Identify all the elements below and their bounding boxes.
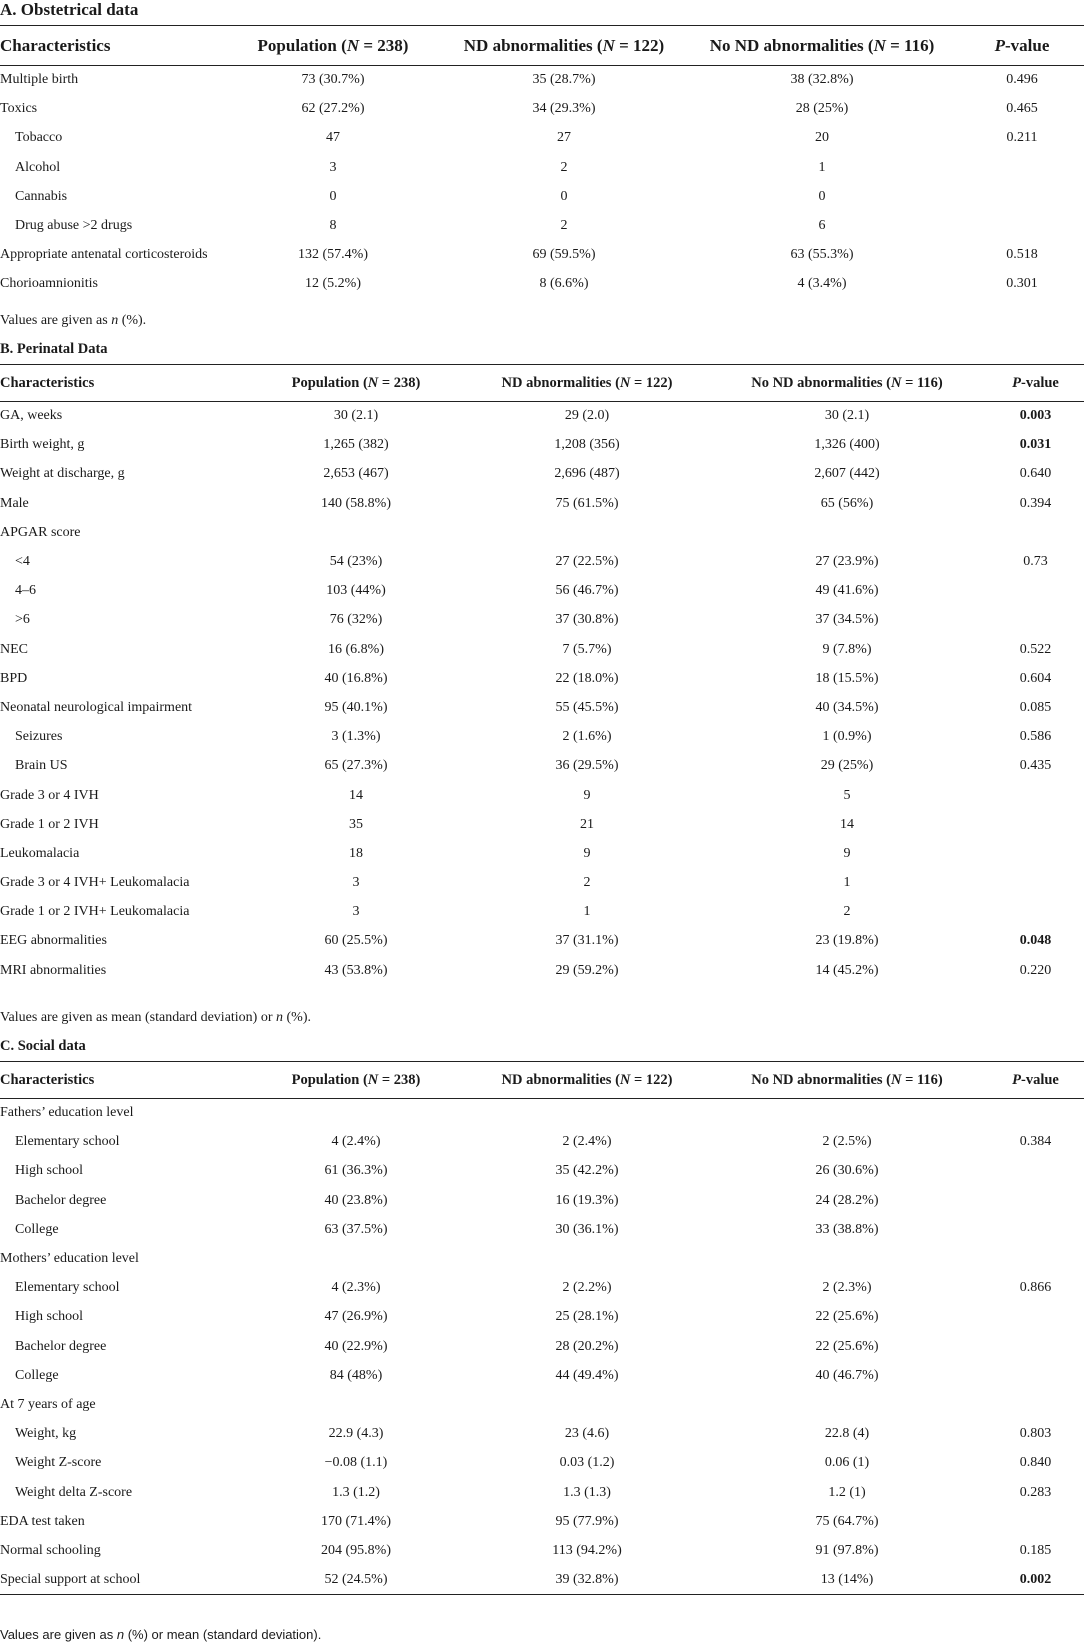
row-label: Seizures [15,729,63,745]
population-value: 132 (57.4%) [298,247,368,263]
table-row [0,431,1084,460]
row-label: Neonatal neurological impairment [0,699,193,715]
population-value [245,1244,467,1273]
header-no-nd-abnormalities: No ND abnormalities (N = 116) [684,26,960,66]
p-value: 0.586 [1019,729,1052,745]
table-header-row [0,365,1084,402]
population-value: 40 (16.8%) [324,670,388,686]
p-value: 0.185 [1019,1542,1052,1558]
no-nd-abnormalities-value: 2,607 (442) [814,466,880,482]
population-value: 30 (2.1) [333,408,379,424]
row-label: Bachelor degree [15,1192,107,1208]
p-value: 0.031 [1019,437,1052,453]
no-nd-abnormalities-value [707,1244,987,1273]
nd-abnormalities-value: 30 (36.1%) [555,1221,619,1237]
table-row [0,124,1084,153]
p-value [987,1507,1084,1536]
no-nd-abnormalities-value: 27 (23.9%) [815,554,879,570]
row-label: Cannabis [15,188,68,204]
population-value: 3 [329,159,337,175]
section-c-footnote: Values are given as n (%) or mean (standard deviation). [0,1627,322,1642]
no-nd-abnormalities-value: 9 [843,845,851,861]
population-value: 54 (23%) [329,554,383,570]
table-row [0,1244,1084,1273]
p-value [987,606,1084,635]
table-row [0,241,1084,270]
no-nd-abnormalities-value: 2 [843,904,851,920]
row-label: APGAR score [0,524,81,540]
nd-abnormalities-value: 2 (1.6%) [562,729,612,745]
population-value: 40 (22.9%) [324,1338,388,1354]
p-value [987,1303,1084,1332]
p-value [960,153,1084,182]
no-nd-abnormalities-value [707,1099,987,1128]
table-row [0,577,1084,606]
no-nd-abnormalities-value: 20 [815,130,829,146]
p-value [987,898,1084,927]
table-row [0,270,1084,299]
table-row [0,956,1084,985]
nd-abnormalities-value: 0 [560,188,568,204]
no-nd-abnormalities-value: 9 (7.8%) [822,641,872,657]
no-nd-abnormalities-value: 18 (15.5%) [815,670,879,686]
no-nd-abnormalities-value: 1 [818,159,826,175]
row-label: EDA test taken [0,1513,85,1529]
nd-abnormalities-value [467,1244,707,1273]
table-row [0,66,1084,95]
nd-abnormalities-value: 2 [583,875,591,891]
table-row [0,810,1084,839]
population-value: 4 (2.4%) [331,1134,381,1150]
nd-abnormalities-value: 23 (4.6) [564,1426,610,1442]
no-nd-abnormalities-value: 2 (2.5%) [822,1134,872,1150]
table-row [0,460,1084,489]
population-value: 3 [352,904,360,920]
no-nd-abnormalities-value: 24 (28.2%) [815,1192,879,1208]
section-b-footnote: Values are given as mean (standard deviation) or n (%). [0,1010,312,1025]
nd-abnormalities-value: 21 [580,816,594,832]
no-nd-abnormalities-value: 91 (97.8%) [815,1542,879,1558]
row-label: At 7 years of age [0,1396,96,1412]
header-p-value: P-value [987,365,1084,402]
no-nd-abnormalities-value: 30 (2.1) [824,408,870,424]
no-nd-abnormalities-value: 75 (64.7%) [815,1513,879,1529]
obstetrical-data-table [0,25,1084,299]
no-nd-abnormalities-value: 63 (55.3%) [790,247,854,263]
no-nd-abnormalities-value: 22 (25.6%) [815,1309,879,1325]
nd-abnormalities-value: 28 (20.2%) [555,1338,619,1354]
row-label: Grade 1 or 2 IVH [0,816,99,832]
header-population: Population (N = 238) [245,1062,467,1099]
nd-abnormalities-value: 9 [583,787,591,803]
row-label: NEC [0,641,28,657]
table-row [0,781,1084,810]
no-nd-abnormalities-value: 23 (19.8%) [815,933,879,949]
no-nd-abnormalities-value: 1 [843,875,851,891]
no-nd-abnormalities-value: 38 (32.8%) [790,72,854,88]
row-label: Grade 3 or 4 IVH [0,787,99,803]
table-row [0,547,1084,576]
p-value [987,1157,1084,1186]
population-value: 3 (1.3%) [331,729,381,745]
table-header-row [0,1062,1084,1099]
p-value [987,1361,1084,1390]
no-nd-abnormalities-value: 1,326 (400) [814,437,880,453]
p-value: 0.002 [987,1566,1084,1595]
nd-abnormalities-value: 2 (2.4%) [562,1134,612,1150]
table-row [0,1274,1084,1303]
p-value [960,182,1084,211]
no-nd-abnormalities-value [707,1390,987,1419]
table-row [0,723,1084,752]
row-label: Multiple birth [0,72,79,88]
no-nd-abnormalities-value: 29 (25%) [820,758,874,774]
p-value: 0.73 [1023,554,1048,570]
row-label: Toxics [0,101,38,117]
p-value: 0.640 [1019,466,1052,482]
row-label: Bachelor degree [15,1338,107,1354]
nd-abnormalities-value: 95 (77.9%) [555,1513,619,1529]
no-nd-abnormalities-value: 0.06 (1) [824,1455,870,1471]
nd-abnormalities-value: 7 (5.7%) [562,641,612,657]
table-row [0,1186,1084,1215]
nd-abnormalities-value: 56 (46.7%) [555,583,619,599]
no-nd-abnormalities-value: 1 (0.9%) [822,729,872,745]
population-value: 22.9 (4.3) [328,1426,384,1442]
table-row [0,606,1084,635]
no-nd-abnormalities-value: 40 (46.7%) [815,1367,879,1383]
row-label: Weight, kg [15,1426,77,1442]
table-row [0,664,1084,693]
population-value: 61 (36.3%) [324,1163,388,1179]
no-nd-abnormalities-value: 65 (56%) [820,495,874,511]
p-value: 0.085 [1019,699,1052,715]
row-label: >6 [15,612,30,628]
row-label: Elementary school [15,1134,120,1150]
no-nd-abnormalities-value: 26 (30.6%) [815,1163,879,1179]
row-label: 4–6 [15,583,36,599]
header-p-value: P-value [960,26,1084,66]
population-value: 18 [349,845,363,861]
section-a-title: A. Obstetrical data [0,0,139,19]
p-value: 0.518 [1006,247,1038,263]
nd-abnormalities-value: 22 (18.0%) [555,670,619,686]
no-nd-abnormalities-value: 2 (2.3%) [822,1280,872,1296]
section-b-title: B. Perinatal Data [0,341,108,357]
row-label: Brain US [15,758,68,774]
row-label: Elementary school [15,1280,120,1296]
row-label: Normal schooling [0,1542,101,1558]
nd-abnormalities-value: 8 (6.6%) [539,276,589,292]
population-value: 73 (30.7%) [301,72,365,88]
population-value: 8 [329,218,337,234]
nd-abnormalities-value: 37 (31.1%) [555,933,619,949]
nd-abnormalities-value [467,1390,707,1419]
table-row [0,752,1084,781]
no-nd-abnormalities-value: 22.8 (4) [824,1426,870,1442]
table-row [0,1099,1084,1128]
table-row [0,211,1084,240]
no-nd-abnormalities-value: 49 (41.6%) [815,583,879,599]
row-label: EEG abnormalities [0,933,107,949]
header-population: Population (N = 238) [222,26,444,66]
population-value: 140 (58.8%) [321,495,391,511]
nd-abnormalities-value: 1,208 (356) [554,437,620,453]
population-value: 35 [349,816,363,832]
row-label: Appropriate antenatal corticosteroids [0,247,208,263]
header-no-nd-abnormalities: No ND abnormalities (N = 116) [707,1062,987,1099]
population-value: 47 (26.9%) [324,1309,388,1325]
population-value: 204 (95.8%) [321,1542,391,1558]
p-value [987,518,1084,547]
no-nd-abnormalities-value [707,518,987,547]
nd-abnormalities-value: 27 [557,130,571,146]
p-value [987,1215,1084,1244]
population-value: 14 [349,787,363,803]
p-value: 0.048 [1019,933,1052,949]
row-label: BPD [0,670,28,686]
p-value: 0.803 [1019,1426,1052,1442]
nd-abnormalities-value: 35 (42.2%) [555,1163,619,1179]
table-row [0,898,1084,927]
nd-abnormalities-value: 2 (2.2%) [562,1280,612,1296]
row-label: GA, weeks [0,408,63,424]
section-c-title: C. Social data [0,1038,86,1054]
nd-abnormalities-value: 37 (30.8%) [555,612,619,628]
nd-abnormalities-value: 9 [583,845,591,861]
p-value [987,577,1084,606]
nd-abnormalities-value: 113 (94.2%) [552,1542,622,1558]
population-value: 52 (24.5%) [245,1566,467,1595]
no-nd-abnormalities-value: 4 (3.4%) [797,276,847,292]
row-label: Leukomalacia [0,845,80,861]
population-value: 12 (5.2%) [305,276,361,292]
no-nd-abnormalities-value: 13 (14%) [707,1566,987,1595]
population-value: 43 (53.8%) [324,962,388,978]
p-value: 0.866 [1019,1280,1052,1296]
nd-abnormalities-value: 34 (29.3%) [532,101,596,117]
row-label: Fathers’ education level [0,1105,134,1121]
p-value: 0.283 [1019,1484,1052,1500]
no-nd-abnormalities-value: 1.2 (1) [828,1484,866,1500]
p-value: 0.465 [1006,101,1038,117]
p-value: 0.394 [1019,495,1052,511]
table-header-row [0,26,1084,66]
population-value: 0 [329,188,337,204]
table-row [0,869,1084,898]
row-label: Mothers’ education level [0,1251,139,1267]
p-value [960,211,1084,240]
p-value: 0.522 [1019,641,1052,657]
population-value: 170 (71.4%) [321,1513,391,1529]
population-value: 16 (6.8%) [328,641,384,657]
row-label: Weight Z-score [15,1455,102,1471]
population-value: 3 [352,875,360,891]
p-value: 0.220 [1019,962,1052,978]
table-row [0,839,1084,868]
table-row [0,182,1084,211]
nd-abnormalities-value: 2,696 (487) [554,466,620,482]
table-row [0,1215,1084,1244]
table-row [0,153,1084,182]
nd-abnormalities-value: 55 (45.5%) [555,699,619,715]
row-label: High school [15,1163,84,1179]
table-row [0,489,1084,518]
perinatal-data-table [0,364,1084,985]
row-label: High school [15,1309,84,1325]
no-nd-abnormalities-value: 5 [843,787,851,803]
no-nd-abnormalities-value: 40 (34.5%) [815,699,879,715]
p-value: 0.840 [1019,1455,1052,1471]
row-label: Weight delta Z-score [15,1484,133,1500]
row-label: MRI abnormalities [0,962,107,978]
row-label: Drug abuse >2 drugs [15,218,133,234]
nd-abnormalities-value: 25 (28.1%) [555,1309,619,1325]
p-value [987,869,1084,898]
header-nd-abnormalities: ND abnormalities (N = 122) [467,365,707,402]
no-nd-abnormalities-value: 14 (45.2%) [815,962,879,978]
p-value [987,1186,1084,1215]
no-nd-abnormalities-value: 22 (25.6%) [815,1338,879,1354]
nd-abnormalities-value: 44 (49.4%) [555,1367,619,1383]
social-data-table [0,1061,1084,1595]
population-value: −0.08 (1.1) [324,1455,388,1471]
population-value: 1.3 (1.2) [332,1484,380,1500]
population-value: 47 [326,130,340,146]
nd-abnormalities-value: 69 (59.5%) [532,247,596,263]
row-label: Grade 3 or 4 IVH+ Leukomalacia [0,875,190,891]
header-p-value: P-value [987,1062,1084,1099]
header-characteristics: Characteristics [0,365,245,402]
nd-abnormalities-value: 29 (2.0) [564,408,610,424]
header-nd-abnormalities: ND abnormalities (N = 122) [467,1062,707,1099]
p-value [987,839,1084,868]
table-row [0,1128,1084,1157]
no-nd-abnormalities-value: 14 [840,816,854,832]
no-nd-abnormalities-value: 28 (25%) [795,101,849,117]
p-value: 0.604 [1019,670,1052,686]
section-a-footnote: Values are given as n (%). [0,313,147,328]
no-nd-abnormalities-value: 0 [818,188,826,204]
table-row [0,1449,1084,1478]
population-value: 84 (48%) [329,1367,383,1383]
header-characteristics: Characteristics [0,1062,245,1099]
nd-abnormalities-value: 1.3 (1.3) [563,1484,611,1500]
table-row [0,1478,1084,1507]
p-value [987,810,1084,839]
nd-abnormalities-value: 0.03 (1.2) [559,1455,615,1471]
header-characteristics: Characteristics [0,26,222,66]
nd-abnormalities-value: 29 (59.2%) [555,962,619,978]
no-nd-abnormalities-value: 37 (34.5%) [815,612,879,628]
nd-abnormalities-value: 2 [560,218,568,234]
population-value: 4 (2.3%) [331,1280,381,1296]
row-label: Grade 1 or 2 IVH+ Leukomalacia [0,904,190,920]
table-row [0,635,1084,664]
nd-abnormalities-value: 35 (28.7%) [532,72,596,88]
population-value: 103 (44%) [326,583,386,599]
population-value [245,1099,467,1128]
header-no-nd-abnormalities: No ND abnormalities (N = 116) [707,365,987,402]
table-row [0,1361,1084,1390]
row-label: Special support at school [0,1566,245,1595]
nd-abnormalities-value [467,518,707,547]
row-label: Tobacco [15,130,63,146]
header-nd-abnormalities: ND abnormalities (N = 122) [444,26,684,66]
population-value: 62 (27.2%) [301,101,365,117]
p-value: 0.211 [1006,130,1038,146]
nd-abnormalities-value: 75 (61.5%) [555,495,619,511]
population-value [245,518,467,547]
nd-abnormalities-value: 36 (29.5%) [555,758,619,774]
population-value: 63 (37.5%) [324,1221,388,1237]
population-value: 60 (25.5%) [324,933,388,949]
table-row [0,693,1084,722]
table-row [0,1390,1084,1419]
table-row [0,1507,1084,1536]
table-row [0,1566,1084,1595]
table-row [0,402,1084,431]
population-value: 40 (23.8%) [324,1192,388,1208]
population-value: 95 (40.1%) [324,699,388,715]
p-value [987,1244,1084,1273]
p-value: 0.301 [1006,276,1038,292]
population-value: 2,653 (467) [323,466,389,482]
table-row [0,1303,1084,1332]
row-label: Birth weight, g [0,437,85,453]
population-value: 1,265 (382) [323,437,389,453]
p-value: 0.384 [1019,1134,1052,1150]
table-row [0,1332,1084,1361]
row-label: <4 [15,554,30,570]
p-value: 0.496 [1006,72,1038,88]
population-value: 65 (27.3%) [324,758,388,774]
table-row [0,1420,1084,1449]
table-row [0,927,1084,956]
row-label: College [15,1221,59,1237]
p-value: 0.003 [1019,408,1052,424]
table-row [0,1157,1084,1186]
p-value [987,1099,1084,1128]
table-row [0,518,1084,547]
header-population: Population (N = 238) [245,365,467,402]
p-value: 0.435 [1019,758,1052,774]
population-value: 76 (32%) [329,612,383,628]
table-row [0,95,1084,124]
population-value [245,1390,467,1419]
row-label: Weight at discharge, g [0,466,125,482]
nd-abnormalities-value: 39 (32.8%) [467,1566,707,1595]
p-value [987,1390,1084,1419]
nd-abnormalities-value: 16 (19.3%) [555,1192,619,1208]
table-row [0,1536,1084,1565]
nd-abnormalities-value: 1 [583,904,591,920]
nd-abnormalities-value: 2 [560,159,568,175]
p-value [987,1332,1084,1361]
no-nd-abnormalities-value: 33 (38.8%) [815,1221,879,1237]
row-label: College [15,1367,59,1383]
no-nd-abnormalities-value: 6 [818,218,826,234]
row-label: Male [0,495,29,511]
p-value [987,781,1084,810]
nd-abnormalities-value: 27 (22.5%) [555,554,619,570]
row-label: Chorioamnionitis [0,276,98,292]
nd-abnormalities-value [467,1099,707,1128]
row-label: Alcohol [15,159,61,175]
